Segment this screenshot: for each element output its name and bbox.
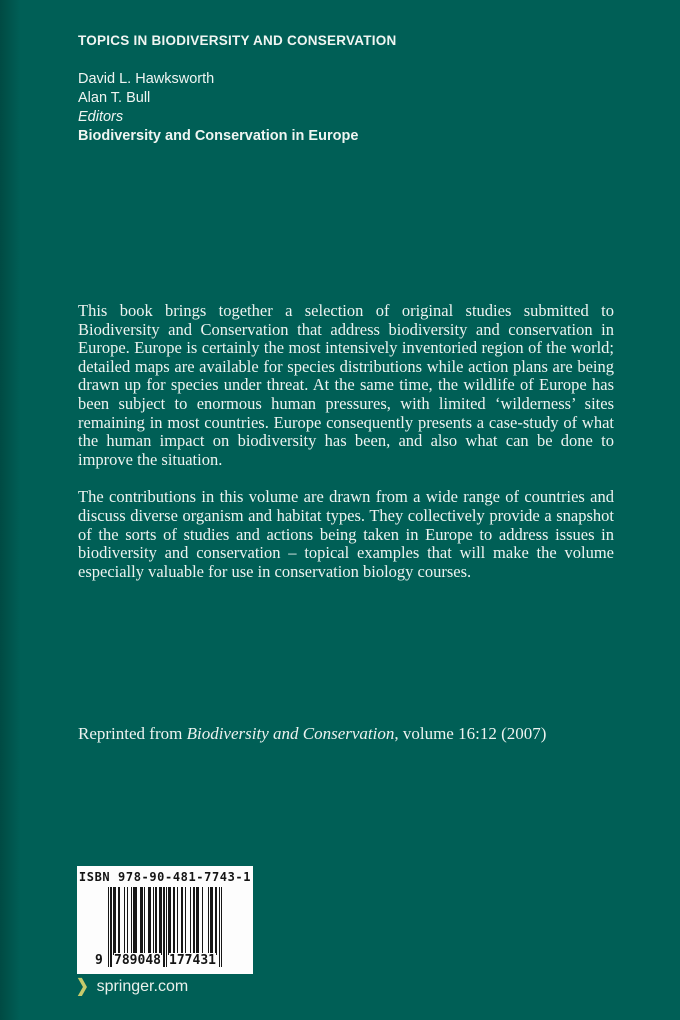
springer-chevron-icon: ❯: [76, 976, 89, 997]
barcode-module: [221, 887, 222, 967]
book-title: Biodiversity and Conservation in Europe: [78, 128, 359, 144]
barcode-digit-group-1: 789048: [114, 953, 161, 968]
editors-label: Editors: [78, 109, 124, 125]
series-title: TOPICS IN BIODIVERSITY AND CONSERVATION: [78, 33, 397, 48]
reprint-note: [78, 724, 546, 744]
blurb-paragraph-2: The contributions in this volume are drawn from a wide range of countries and discuss diverse organism and habitat types. They collectively provide a snapshot of the sorts of studies and actions being taken in Europe to address issues in biodiversity and conservation – topical examples that will make the volume especially valuable for use in conservation biology courses.: [78, 487, 614, 581]
author-name-2: Alan T. Bull: [78, 90, 151, 106]
blurb-paragraph-1: This book brings together a selection of original studies submitted to Biodiversity and Conservation that address biodiversity and conservation in Europe. Europe is certainly the most intensively inventoried region of the world; detailed maps are available for species distributions while action plans are being drawn up for species under threat. At the same time, the wildlife of Europe has been subject to enormous human pressures, with limited ‘wilderness’ sites remaining in most countries. Europe consequently presents a case-study of what the human impact on biodiversity has been, and also what can be done to improve the situation.: [78, 301, 614, 469]
reprint-journal-name: Biodiversity and Conservation: [186, 724, 395, 743]
back-cover-blurb: [78, 302, 614, 600]
barcode-digit-group-2: 177431: [169, 953, 216, 968]
barcode-area: [95, 887, 222, 969]
barcode-digit-first: 9: [95, 953, 103, 968]
spine-shadow: [0, 0, 20, 1020]
reprint-prefix: Reprinted from: [78, 724, 187, 743]
reprint-suffix: , volume 16:12 (2007): [394, 724, 547, 743]
springer-url: springer.com: [96, 978, 189, 995]
publisher-footer: [76, 978, 188, 996]
author-name-1: David L. Hawksworth: [78, 71, 215, 87]
header-block: [78, 33, 614, 146]
isbn-number-label: ISBN 978-90-481-7743-1: [78, 870, 252, 884]
isbn-barcode: [77, 866, 253, 974]
